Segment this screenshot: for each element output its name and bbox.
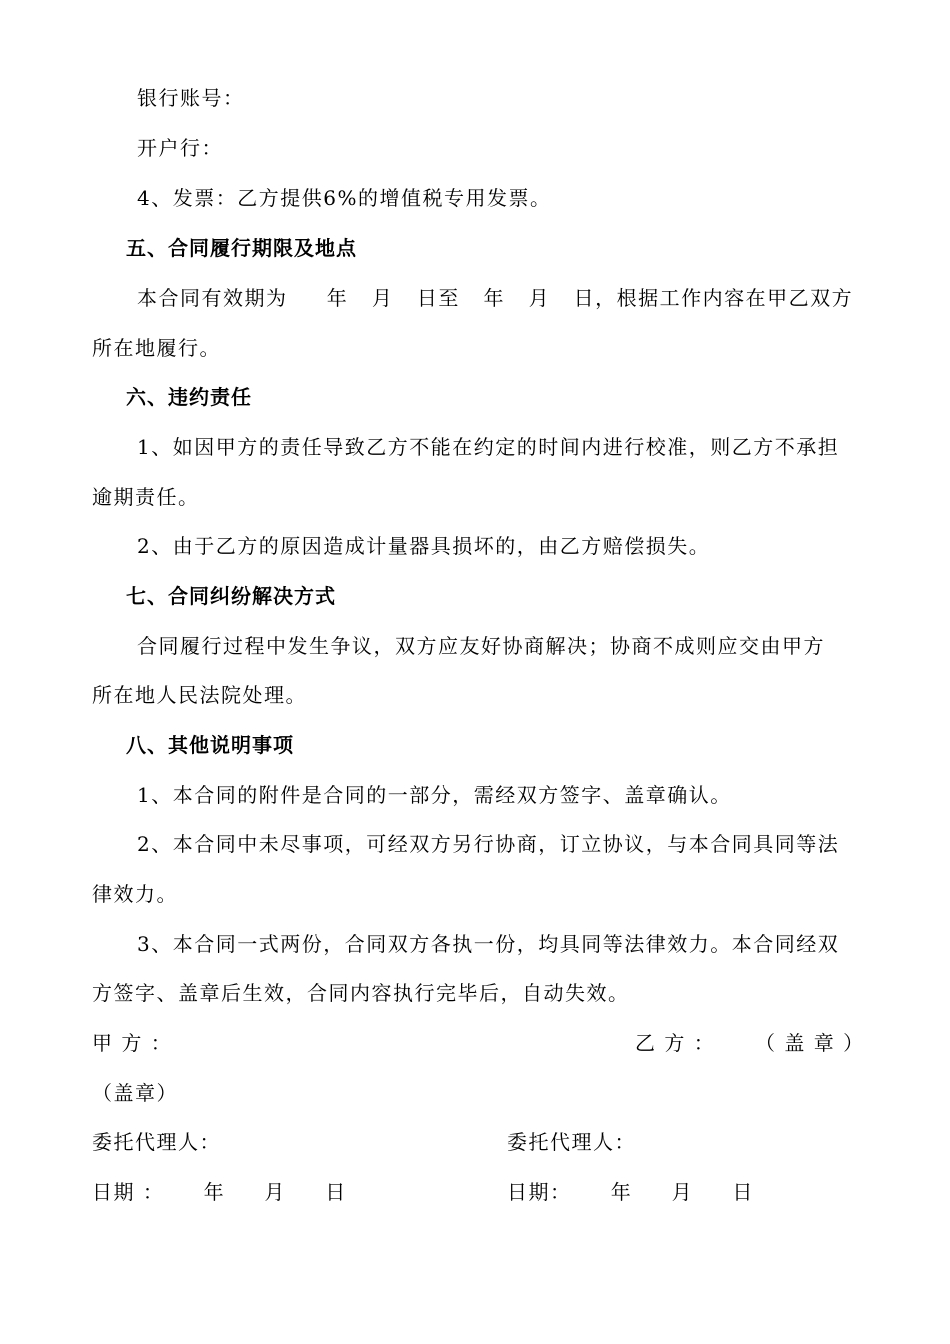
section-six-item1-line1: 1、如因甲方的责任导致乙方不能在约定的时间内进行校准，则乙方不承担 [137, 435, 840, 459]
invoice-clause: 4、发票：乙方提供6%的增值税专用发票。 [137, 186, 552, 210]
party-a-seal: （盖章） [92, 1081, 178, 1105]
bank-branch-label: 开户行： [137, 136, 223, 160]
bank-account-label: 银行账号： [137, 86, 245, 110]
section-eight-heading: 八、其他说明事项 [126, 733, 294, 757]
section-eight-item3-line1: 3、本合同一式两份，合同双方各执一份，均具同等法律效力。本合同经双 [137, 932, 840, 956]
section-six-item2: 2、由于乙方的原因造成计量器具损坏的，由乙方赔偿损失。 [137, 534, 711, 558]
date-a: 日期 ： 年 月 日 [92, 1180, 347, 1204]
party-a-label: 甲 方 ： [92, 1031, 173, 1055]
party-b-seal: （ 盖 章 ） [755, 1031, 865, 1055]
section-five-para-line2: 所在地履行。 [92, 336, 221, 360]
agent-a-label: 委托代理人： [92, 1130, 221, 1154]
section-five-para-line1: 本合同有效期为 年 月 日至 年 月 日，根据工作内容在甲乙双方 [137, 286, 854, 310]
section-eight-item3-line2: 方签字、盖章后生效，合同内容执行完毕后，自动失效。 [92, 981, 630, 1005]
section-seven-para-line1: 合同履行过程中发生争议，双方应友好协商解决；协商不成则应交由甲方 [137, 634, 825, 658]
party-b-label: 乙 方 ： [635, 1031, 716, 1055]
section-five-heading: 五、合同履行期限及地点 [126, 236, 357, 260]
date-b: 日期： 年 月 日 [507, 1180, 754, 1204]
section-six-item1-line2: 逾期责任。 [92, 485, 200, 509]
agent-b-label: 委托代理人： [507, 1130, 636, 1154]
section-eight-item2-line2: 律效力。 [92, 882, 178, 906]
section-eight-item2-line1: 2、本合同中未尽事项，可经双方另行协商，订立协议，与本合同具同等法 [137, 832, 840, 856]
section-seven-heading: 七、合同纠纷解决方式 [126, 584, 336, 608]
section-eight-item1: 1、本合同的附件是合同的一部分，需经双方签字、盖章确认。 [137, 783, 732, 807]
section-seven-para-line2: 所在地人民法院处理。 [92, 683, 307, 707]
section-six-heading: 六、违约责任 [126, 385, 252, 409]
